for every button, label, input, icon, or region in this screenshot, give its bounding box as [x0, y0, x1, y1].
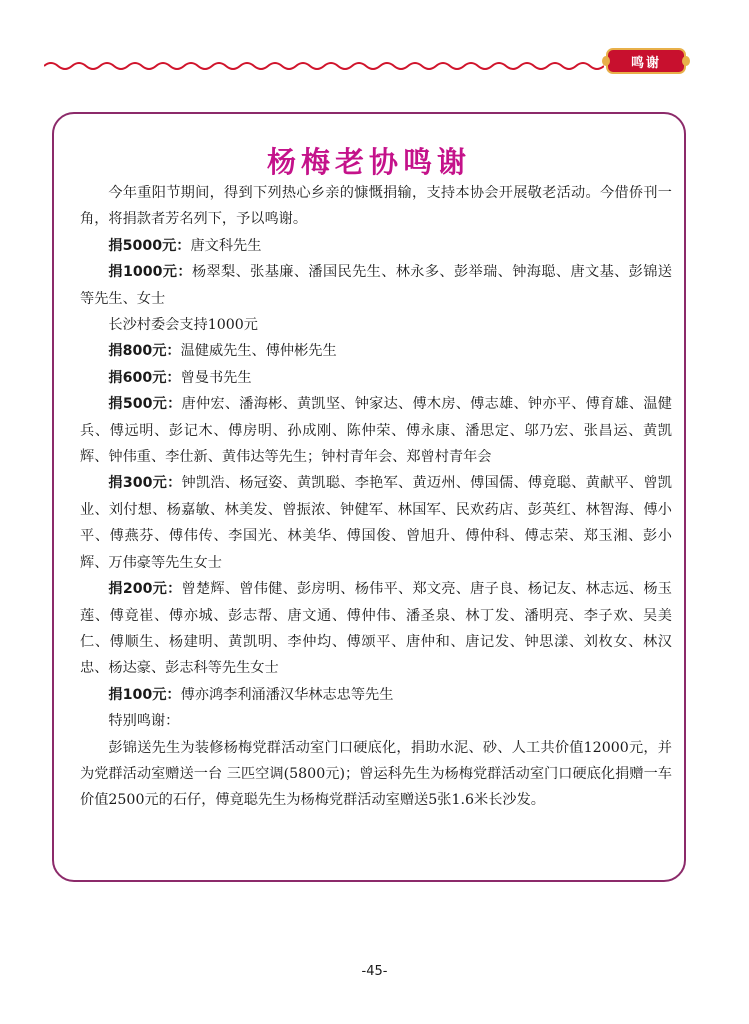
donation-item	[80, 312, 672, 338]
donation-item	[80, 682, 672, 708]
section-tag: 鸣谢	[606, 48, 686, 74]
donation-amount: 捐600元：	[108, 369, 181, 386]
donation-amount: 捐300元：	[108, 475, 182, 492]
donation-item	[80, 259, 672, 312]
donor-names: 长沙村委会支持1000元	[108, 317, 258, 334]
donation-amount: 捐100元：	[108, 686, 181, 703]
header-wave-rule	[44, 60, 604, 72]
donation-amount: 捐1000元：	[108, 264, 192, 281]
special-thanks-paragraph: 彭锦送先生为装修杨梅党群活动室门口硬底化，捐助水泥、砂、人工共价值12000元，并为党群活动室赠送一台 三匹空调(5800元)；曾运科先生为杨梅党群活动室门口硬底化捐赠一车价值2500元的石仔，傅竟聪先生为杨梅党群活动室赠送5张1.6米长沙发。	[80, 739, 672, 809]
special-thanks-heading: 特别鸣谢：	[108, 713, 180, 730]
donor-names: 温健威先生、傅仲彬先生	[180, 343, 337, 360]
donor-names: 杨翠梨、张基廉、潘国民先生、林永多、彭举瑞、钟海聪、唐文基、彭锦送等先生、女士	[80, 264, 672, 307]
page-number: -45-	[361, 964, 388, 979]
donor-names: 钟凯浩、杨冠姿、黄凯聪、李艳军、黄迈州、傅国儒、傅竟聪、黄献平、曾凯业、刘付想、杨嘉敏、林美发、曾振浓、钟健军、林国军、民欢药店、彭英红、林智海、傅小平、傅燕芬、傅伟传、李国光、林美华、傅国俊、曾旭升、傅仲科、傅志荣、郑玉湘、彭小辉、万伟豪等先生女士	[80, 475, 672, 571]
article-body	[80, 180, 672, 814]
donation-amount: 捐800元：	[108, 343, 181, 360]
donation-item	[80, 338, 672, 364]
donor-names: 唐仲宏、潘海彬、黄凯坚、钟家达、傅木房、傅志雄、钟亦平、傅育雄、温健兵、傅远明、彭记木、傅房明、孙成刚、陈仲荣、傅永康、潘思定、邬乃宏、张昌运、黄凯辉、钟伟重、李仕新、黄伟达等先生；钟村青年会、郑曾村青年会	[80, 396, 672, 466]
donation-amount: 捐200元：	[108, 581, 182, 598]
donation-item	[80, 391, 672, 470]
donation-item	[80, 365, 672, 391]
donor-names: 傅亦鸿李利涌潘汉华林志忠等先生	[180, 686, 394, 703]
intro-paragraph: 今年重阳节期间，得到下列热心乡亲的慷慨捐输，支持本协会开展敬老活动。今借侨刊一角，将捐款者芳名列下，予以鸣谢。	[80, 185, 672, 228]
donation-amount: 捐5000元：	[108, 237, 191, 254]
donor-names: 曾曼书先生	[180, 369, 252, 386]
page-title: 杨梅老协鸣谢	[266, 145, 471, 179]
donor-names: 曾楚辉、曾伟健、彭房明、杨伟平、郑文亮、唐子良、杨记友、林志远、杨玉莲、傅竟崔、傅亦城、彭志帮、唐文通、傅仲伟、潘圣泉、林丁发、潘明亮、李子欢、吴美仁、傅顺生、杨建明、黄凯明、李仲均、傅颂平、唐仲和、唐记发、钟思漾、刘枚女、林汉忠、杨达豪、彭志科等先生女士	[80, 581, 672, 677]
donation-item	[80, 470, 672, 576]
donation-amount: 捐500元：	[108, 396, 182, 413]
donation-item	[80, 576, 672, 682]
donation-item	[80, 233, 672, 259]
donor-names: 唐文科先生	[190, 237, 262, 254]
